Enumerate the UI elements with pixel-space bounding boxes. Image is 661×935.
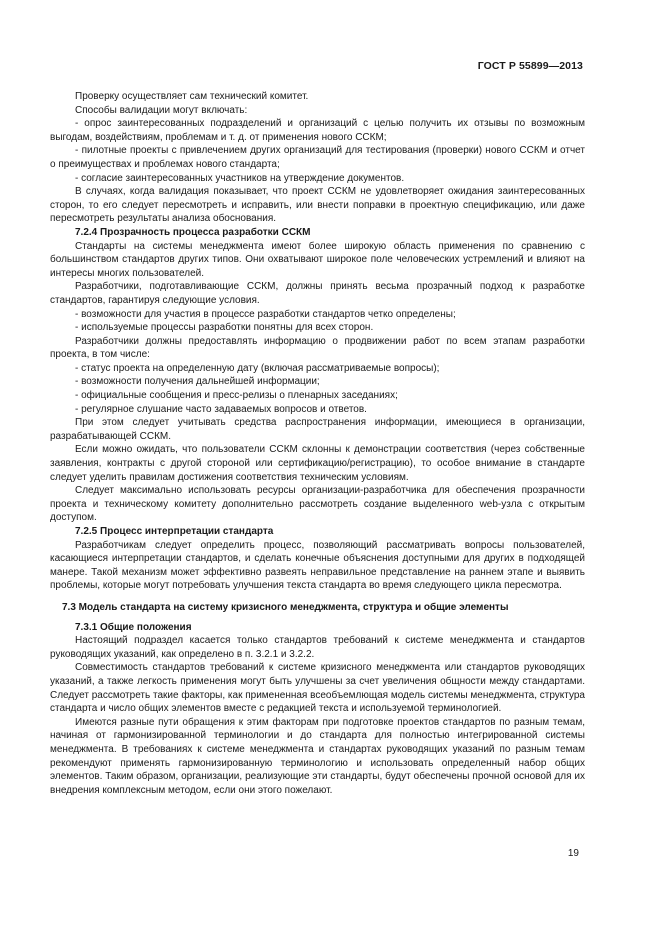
list-item: - пилотные проекты с привлечением других организаций для тестирования (проверки) нового ССКМ и отчет о преимуществах и проблемах нового стандарта; — [50, 145, 585, 170]
list-item: - возможности получения дальнейшей информации; — [75, 376, 320, 388]
standard-header: ГОСТ Р 55899—2013 — [477, 60, 583, 72]
paragraph: Совместимость стандартов требований к системе кризисного менеджмента или стандартов руководящих указаний, а также легкость применения могут быть улучшены за счет увеличения общности между стандартами. Следует рассмотреть такие факторы, как примененная всеобъемлющая модель системы менеджмента, структура стандарта и число общих элементов вместе с редакцией текста и используемой терминологией. — [50, 662, 585, 715]
section-heading-7-3: 7.3 Модель стандарта на систему кризисного менеджмента, структура и общие элементы — [62, 601, 509, 613]
paragraph: Разработчики должны предоставлять информацию о продвижении работ по всем этапам разработки проекта, в том числе: — [50, 335, 585, 361]
list-item: - согласие заинтересованных участников на утверждение документов. — [75, 172, 405, 184]
list-item: - опрос заинтересованных подразделений и организаций с целью получить их отзывы по возможным выгодам, воздействиям, проблемам и т. д. от применения нового ССКМ; — [50, 118, 585, 143]
paragraph: Если можно ожидать, что пользователи ССКМ склонны к демонстрации соответствия (через собственные заявления, контракты с другой стороной или сертификацию/регистрацию), то особое внимание в стандарте следует уделить правилам достижения соответствия техническим условиям. — [50, 444, 585, 483]
paragraph: Настоящий подраздел касается только стандартов требований к системе менеджмента и стандартов руководящих указаний, как определено в п. 3.2.1 и 3.2.2. — [50, 635, 585, 660]
paragraph: Имеются разные пути обращения к этим факторам при подготовке проектов стандартов по разным темам, начиная от гармонизированной терминологии и до стандарта для полностью интегрированной системы менеджмента. В требованиях к системе менеджмента и стандартах руководящих указаний по разным темам рекомендуют применять гармонизированную терминологию и использовать определенный набор общих элементов. Таким образом, организации, реализующие эти стандарты, будут обеспечены прочной основой для их внедрения комплексным методом, если они этого пожелают. — [50, 716, 585, 796]
paragraph: Разработчики, подготавливающие ССКМ, должны принять весьма прозрачный подход к разработке стандартов, гарантируя следующие условия. — [50, 281, 585, 306]
list-item: - официальные сообщения и пресс-релизы о пленарных заседаниях; — [75, 390, 398, 402]
list-item: - регулярное слушание часто задаваемых вопросов и ответов. — [75, 403, 367, 415]
section-heading-7-3-1: 7.3.1 Общие положения — [75, 621, 192, 633]
page-content — [50, 90, 585, 797]
section-heading-7-2-4: 7.2.4 Прозрачность процесса разработки ССКМ — [75, 226, 311, 238]
section-heading-7-2-5: 7.2.5 Процесс интерпретации стандарта — [75, 526, 274, 537]
list-item: - статус проекта на определенную дату (включая рассматриваемые вопросы); — [75, 362, 440, 374]
paragraph: Стандарты на системы менеджмента имеют более широкую область применения по сравнению с большинством стандартов других типов. Они охватывают широкое поле человеческих устремлений и влияют на интересы многих пользователей. — [50, 240, 585, 279]
paragraph: При этом следует учитывать средства распространения информации, имеющиеся в организации, разрабатывающей ССКМ. — [50, 417, 585, 442]
paragraph: Разработчикам следует определить процесс, позволяющий рассматривать вопросы пользователей, касающиеся интерпретации стандартов, и сделать конечные объяснения доступными для других в подходящей манере. Такой механизм может эффективно развеять неправильное представление на раннем этапе и выявить проблемы, которые могут потребовать улучшения текста стандарта во время следующего цикла пересмотра. — [50, 539, 585, 592]
list-item: - возможности для участия в процессе разработки стандартов четко определены; — [75, 308, 456, 320]
paragraph: Способы валидации могут включать: — [75, 104, 248, 116]
list-item: - используемые процессы разработки понятны для всех сторон. — [75, 322, 374, 334]
paragraph: В случаях, когда валидация показывает, что проект ССКМ не удовлетворяет ожидания заинтересованных сторон, то его следует пересмотреть и исправить, или внести поправки в проектную спецификацию, или даже пересмотреть результаты анализа обоснования. — [50, 186, 585, 225]
paragraph: Следует максимально использовать ресурсы организации-разработчика для обеспечения прозрачности проекта и техническому комитету дополнительно рассмотреть создание выделенного web-узла с открытым доступом. — [50, 485, 585, 524]
page-number: 19 — [567, 848, 579, 859]
paragraph: Проверку осуществляет сам технический комитет. — [75, 91, 309, 102]
